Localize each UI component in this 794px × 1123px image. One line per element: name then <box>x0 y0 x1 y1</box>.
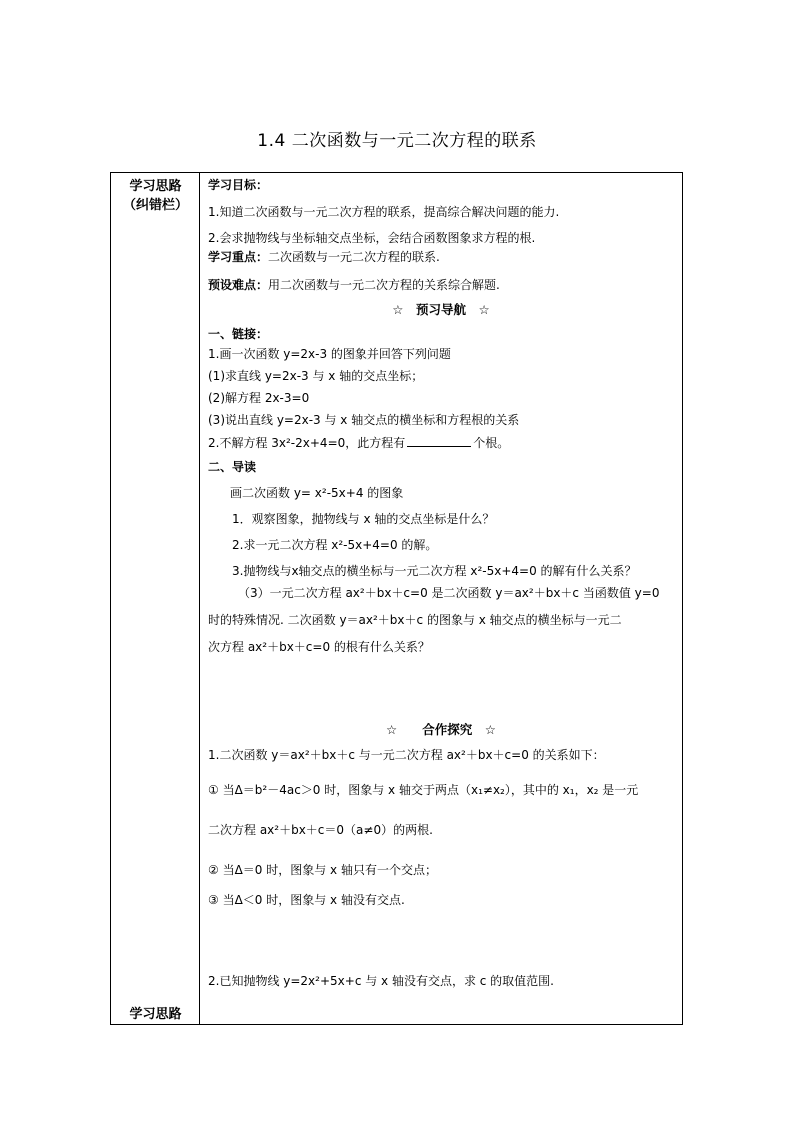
guide-q1: 1．观察图象，抛物线与 x 轴的交点坐标是什么？ <box>232 512 495 526</box>
key-point <box>208 248 440 266</box>
guide-p1: （3）一元二次方程 ax²＋bx＋c=0 是二次函数 y＝ax²＋bx＋c 当函数值 y=0 <box>238 586 660 600</box>
content-column <box>200 173 682 1024</box>
coop-case2: ② 当Δ＝0 时，图象与 x 轴只有一个交点； <box>208 863 437 877</box>
link-q1a: (1)求直线 y=2x-3 与 x 轴的交点坐标； <box>208 369 424 383</box>
guide-p2: 时的特殊情况. 二次函数 y＝ax²＋bx＋c 的图象与 x 轴交点的横坐标与一元二 <box>208 613 622 627</box>
guide-heading: 二、导读 <box>208 460 257 474</box>
guide-q2: 2.求一元二次方程 x²-5x+4=0 的解。 <box>232 538 438 552</box>
goals-label: 学习目标： <box>208 178 269 192</box>
notes-column <box>111 173 200 1024</box>
goal-2: 2.会求抛物线与坐标轴交点坐标，会结合函数图象求方程的根. <box>208 231 536 245</box>
coop-case1b: 二次方程 ax²＋bx＋c＝0（a≠0）的两根. <box>208 823 433 837</box>
link-q2-end: 个根。 <box>473 436 510 450</box>
difficulty-label: 预设难点： <box>208 278 269 292</box>
lesson-table <box>110 172 683 1025</box>
guide-p3: 次方程 ax²＋bx＋c=0 的根有什么关系？ <box>208 640 430 654</box>
difficulty <box>208 276 500 294</box>
link-q1: 1.画一次函数 y=2x-3 的图象并回答下列问题 <box>208 347 451 361</box>
link-q1c: (3)说出直线 y=2x-3 与 x 轴交点的横坐标和方程根的关系 <box>208 413 520 427</box>
coop-heading: ☆ 合作探究 ☆ <box>386 722 496 737</box>
notes-header-line1: 学习思路 <box>129 179 182 194</box>
link-q1b: (2)解方程 2x-3=0 <box>208 391 310 405</box>
page-title: 1.4 二次函数与一元二次方程的联系 <box>257 131 537 151</box>
notes-bottom-label: 学习思路 <box>129 1007 182 1022</box>
coop-intro: 1.二次函数 y＝ax²＋bx＋c 与一元二次方程 ax²＋bx＋c=0 的关系如下： <box>208 748 605 762</box>
guide-intro: 画二次函数 y= x²-5x+4 的图象 <box>230 486 404 500</box>
answer-blank[interactable] <box>407 434 471 447</box>
coop-case3: ③ 当Δ＜0 时，图象与 x 轴没有交点. <box>208 893 405 907</box>
coop-case1a: ① 当Δ＝b²－4ac＞0 时，图象与 x 轴交于两点（x₁≠x₂），其中的 x₁，x₂ 是一元 <box>208 783 639 797</box>
link-heading: 一、链接： <box>208 327 269 341</box>
preview-heading: ☆ 预习导航 ☆ <box>392 302 490 317</box>
guide-q3: 3.抛物线与x轴交点的横坐标与一元二次方程 x²-5x+4=0 的解有什么关系？ <box>232 564 637 578</box>
coop-q2: 2.已知抛物线 y=2x²+5x+c 与 x 轴没有交点，求 c 的取值范围. <box>208 974 554 988</box>
notes-header-line2: （纠错栏） <box>122 198 188 213</box>
goal-1: 1.知道二次函数与一元二次方程的联系，提高综合解决问题的能力. <box>208 205 560 219</box>
link-q2-text: 2.不解方程 3x²-2x+4=0，此方程有 <box>208 436 406 450</box>
key-label: 学习重点： <box>208 250 269 264</box>
key-text: 二次函数与一元二次方程的联系. <box>268 250 440 264</box>
difficulty-text: 用二次函数与一元二次方程的关系综合解题. <box>268 278 500 292</box>
link-q2 <box>208 434 509 452</box>
